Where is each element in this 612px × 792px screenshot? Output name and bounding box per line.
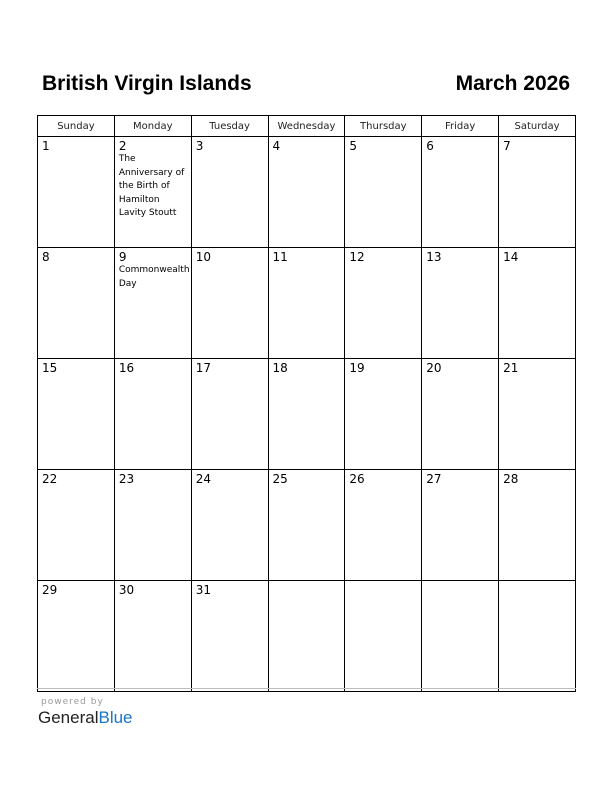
day-number: 4: [272, 139, 281, 153]
day-number: [499, 581, 575, 584]
day-number: 31: [195, 583, 211, 597]
day-cell: [499, 137, 576, 248]
day-number: 26: [349, 472, 365, 486]
day-number: 8: [42, 250, 50, 264]
day-cell: [114, 137, 191, 248]
day-number: 12: [349, 250, 365, 264]
day-number: 13: [426, 250, 442, 264]
day-number: 29: [42, 583, 58, 597]
day-cell: [345, 470, 422, 581]
day-cell: [191, 359, 268, 470]
powered-by-label: powered by: [41, 697, 104, 707]
day-number: 10: [195, 250, 211, 264]
day-number: [345, 581, 421, 584]
day-number: 17: [195, 361, 211, 375]
day-cell: [499, 248, 576, 359]
day-number: 18: [272, 361, 288, 375]
day-number: 1: [42, 139, 50, 153]
day-number: 15: [42, 361, 58, 375]
calendar-grid: [37, 115, 576, 692]
day-number: [269, 581, 345, 584]
day-cell: [114, 470, 191, 581]
week-row: [38, 581, 576, 692]
day-cell: [499, 470, 576, 581]
day-number: 21: [503, 361, 519, 375]
holiday-label: The Anniversary of the Birth of Hamilton Lavity Stoutt: [118, 154, 185, 218]
week-row: [38, 470, 576, 581]
day-cell: [191, 470, 268, 581]
day-number: 28: [503, 472, 519, 486]
day-number: [422, 581, 498, 584]
day-cell: [422, 581, 499, 692]
day-number: 11: [272, 250, 288, 264]
weekday-header-row: [38, 116, 576, 137]
day-cell: [38, 470, 115, 581]
day-cell: [191, 137, 268, 248]
day-cell: [268, 470, 345, 581]
day-cell: [38, 248, 115, 359]
logo-blue-text: Blue: [98, 708, 133, 727]
day-number: 23: [118, 472, 135, 486]
day-number: 9: [118, 250, 127, 264]
weekday-header: Wednesday: [268, 116, 345, 137]
weekday-header: Tuesday: [191, 116, 268, 137]
day-number: 27: [426, 472, 442, 486]
day-cell: [268, 137, 345, 248]
generalblue-logo[interactable]: [38, 708, 133, 728]
day-cell: [422, 470, 499, 581]
day-cell: [38, 581, 115, 692]
day-cell: [268, 581, 345, 692]
day-cell: [345, 137, 422, 248]
day-cell: [268, 359, 345, 470]
day-number: 14: [503, 250, 519, 264]
day-number: 2: [118, 139, 127, 153]
day-number: 16: [118, 361, 135, 375]
day-cell: [345, 248, 422, 359]
footer-divider: [37, 688, 576, 689]
day-cell: [422, 248, 499, 359]
day-cell: [422, 359, 499, 470]
day-cell: [38, 137, 115, 248]
day-number: 25: [272, 472, 288, 486]
day-number: 6: [426, 139, 434, 153]
day-number: 5: [349, 139, 358, 153]
month-title: March 2026: [455, 72, 570, 95]
day-cell: [345, 359, 422, 470]
day-cell: [114, 359, 191, 470]
country-title: British Virgin Islands: [42, 72, 252, 95]
day-cell: [345, 581, 422, 692]
day-cell: [114, 248, 191, 359]
day-cell: [422, 137, 499, 248]
weekday-header: Monday: [114, 116, 191, 137]
day-number: 24: [195, 472, 211, 486]
logo-general-text: General: [38, 708, 99, 727]
weekday-header: Friday: [422, 116, 499, 137]
holiday-label: Commonwealth Day: [118, 265, 190, 289]
day-number: 7: [503, 139, 511, 153]
week-row: [38, 137, 576, 248]
day-number: 3: [195, 139, 204, 153]
day-cell: [191, 248, 268, 359]
weekday-header: Saturday: [499, 116, 576, 137]
day-cell: [499, 359, 576, 470]
week-row: [38, 248, 576, 359]
day-cell: [38, 359, 115, 470]
day-cell: [499, 581, 576, 692]
day-number: 22: [42, 472, 58, 486]
week-row: [38, 359, 576, 470]
weekday-header: Thursday: [345, 116, 422, 137]
day-cell: [191, 581, 268, 692]
day-cell: [268, 248, 345, 359]
day-cell: [114, 581, 191, 692]
day-number: 20: [426, 361, 442, 375]
day-number: 30: [118, 583, 135, 597]
day-number: 19: [349, 361, 365, 375]
weekday-header: Sunday: [38, 116, 115, 137]
